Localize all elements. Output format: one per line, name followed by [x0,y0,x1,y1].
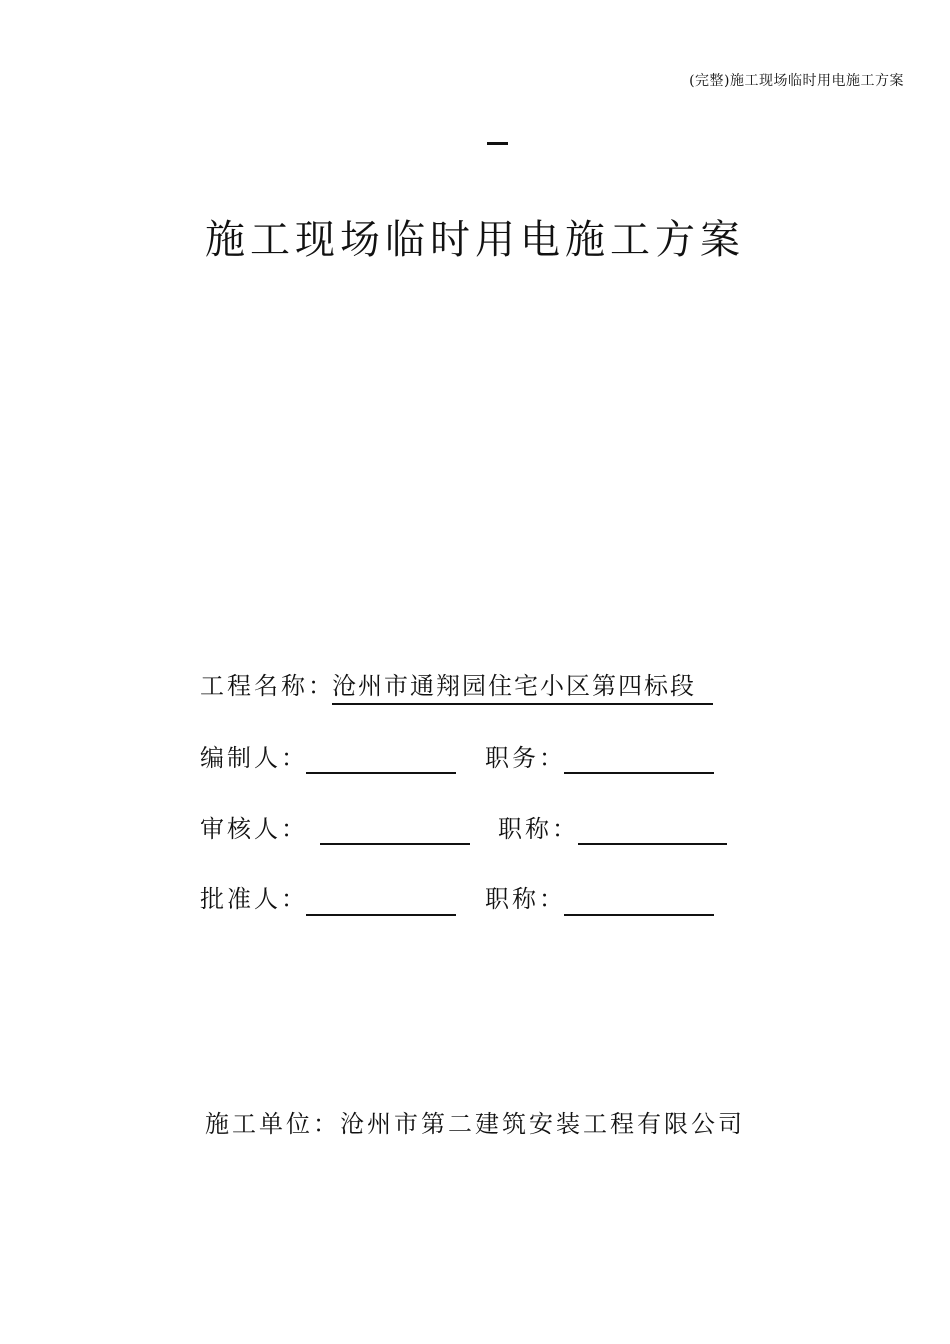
reviewer-underline [320,843,470,845]
project-name-label: 工程名称： [200,672,335,700]
company-label: 施工单位： [205,1110,340,1138]
approver-title-label: 职称： [485,885,566,913]
approver-underline [306,914,456,916]
approver-title-underline [564,914,714,916]
company-row [205,1104,745,1139]
reviewer-label: 审核人： [200,815,308,843]
compiler-label: 编制人： [200,744,308,772]
compiler-underline [306,772,456,774]
reviewer-title-underline [578,843,727,845]
title-dash [487,142,508,145]
document-title: 施工现场临时用电施工方案 [205,217,745,263]
compiler-position-underline [564,772,714,774]
project-name-underline [332,703,713,705]
running-header: (完整)施工现场临时用电施工方案 [689,73,904,89]
project-name-value: 沧州市通翔园住宅小区第四标段 [332,672,696,700]
approver-label: 批准人： [200,885,308,913]
reviewer-title-label: 职称： [498,815,579,843]
compiler-position-label: 职务： [485,744,566,772]
company-value: 沧州市第二建筑安装工程有限公司 [340,1110,745,1138]
